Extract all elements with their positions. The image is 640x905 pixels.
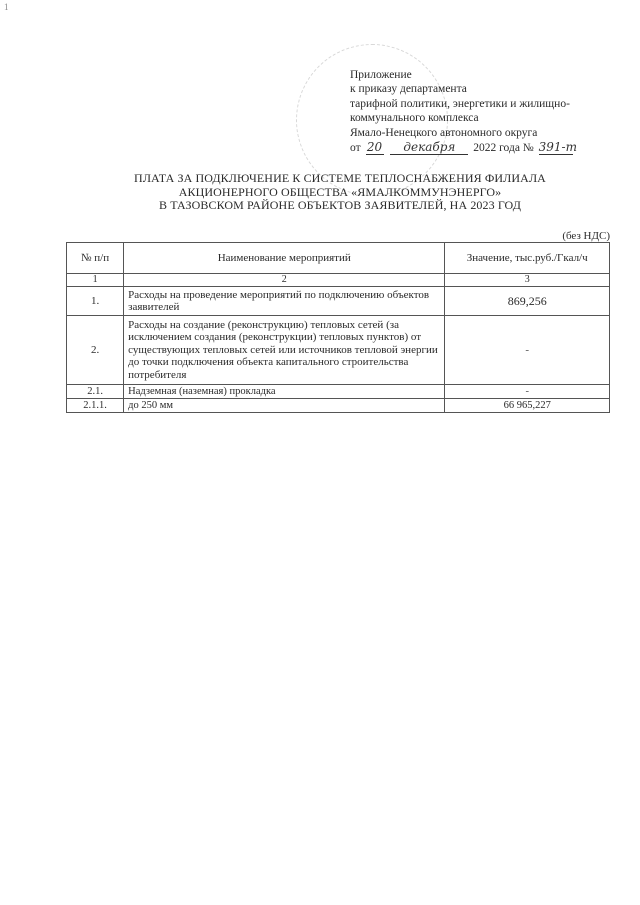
appendix-line: коммунального комплекса [350, 112, 479, 125]
appendix-block [350, 68, 610, 155]
order-date-line [350, 140, 610, 155]
date-month: декабря [390, 140, 468, 155]
row-value: - [445, 316, 610, 385]
table-row [67, 287, 610, 316]
row-name: Надземная (наземная) прокладка [124, 385, 445, 399]
row-name: до 250 мм [124, 399, 445, 413]
row-value: 66 965,227 [445, 399, 610, 413]
row-value: - [445, 385, 610, 399]
date-day: 20 [366, 140, 383, 155]
header-num: № п/п [67, 243, 124, 274]
row-num: 2.1.1. [67, 399, 124, 413]
row-num: 2.1. [67, 385, 124, 399]
vat-note: (без НДС) [562, 230, 610, 242]
page-mark-left: 1 [4, 2, 9, 12]
col-number: 3 [445, 274, 610, 287]
row-num: 1. [67, 287, 124, 316]
table-header-row [67, 243, 610, 274]
appendix-line: к приказу департамента [350, 83, 467, 96]
title-line: ПЛАТА ЗА ПОДКЛЮЧЕНИЕ К СИСТЕМЕ ТЕПЛОСНАБЖЕНИЯ ФИЛИАЛА [134, 171, 546, 185]
col-number: 1 [67, 274, 124, 287]
document-title [90, 172, 590, 213]
date-year-text: 2022 года № [473, 142, 534, 155]
appendix-line: Приложение [350, 69, 412, 81]
table-row [67, 385, 610, 399]
tariff-table [66, 242, 610, 413]
row-name: Расходы на создание (реконструкцию) тепловых сетей (за исключением создания (реконструкции) тепловых пунктов) от существующих тепловых сетей или источников тепловой энергии до точки подключения объекта капитального строительства потребителя [124, 316, 445, 385]
appendix-line: тарифной политики, энергетики и жилищно- [350, 97, 570, 110]
table-row [67, 316, 610, 385]
table-row [67, 399, 610, 413]
header-name: Наименование мероприятий [124, 243, 445, 274]
col-number: 2 [124, 274, 445, 287]
appendix-line: Ямало-Ненецкого автономного округа [350, 126, 538, 139]
date-prefix: от [350, 142, 361, 155]
header-value: Значение, тыс.руб./Гкал/ч [445, 243, 610, 274]
title-line: АКЦИОНЕРНОГО ОБЩЕСТВА «ЯМАЛКОММУНЭНЕРГО» [178, 184, 502, 199]
order-number: 391-т [538, 140, 577, 155]
row-num: 2. [67, 316, 124, 385]
title-line: В ТАЗОВСКОМ РАЙОНЕ ОБЪЕКТОВ ЗАЯВИТЕЛЕЙ, НА 2023 ГОД [158, 198, 522, 213]
row-name: Расходы на проведение мероприятий по подключению объектов заявителей [124, 287, 445, 316]
row-value: 869,256 [445, 287, 610, 316]
column-number-row [67, 274, 610, 287]
